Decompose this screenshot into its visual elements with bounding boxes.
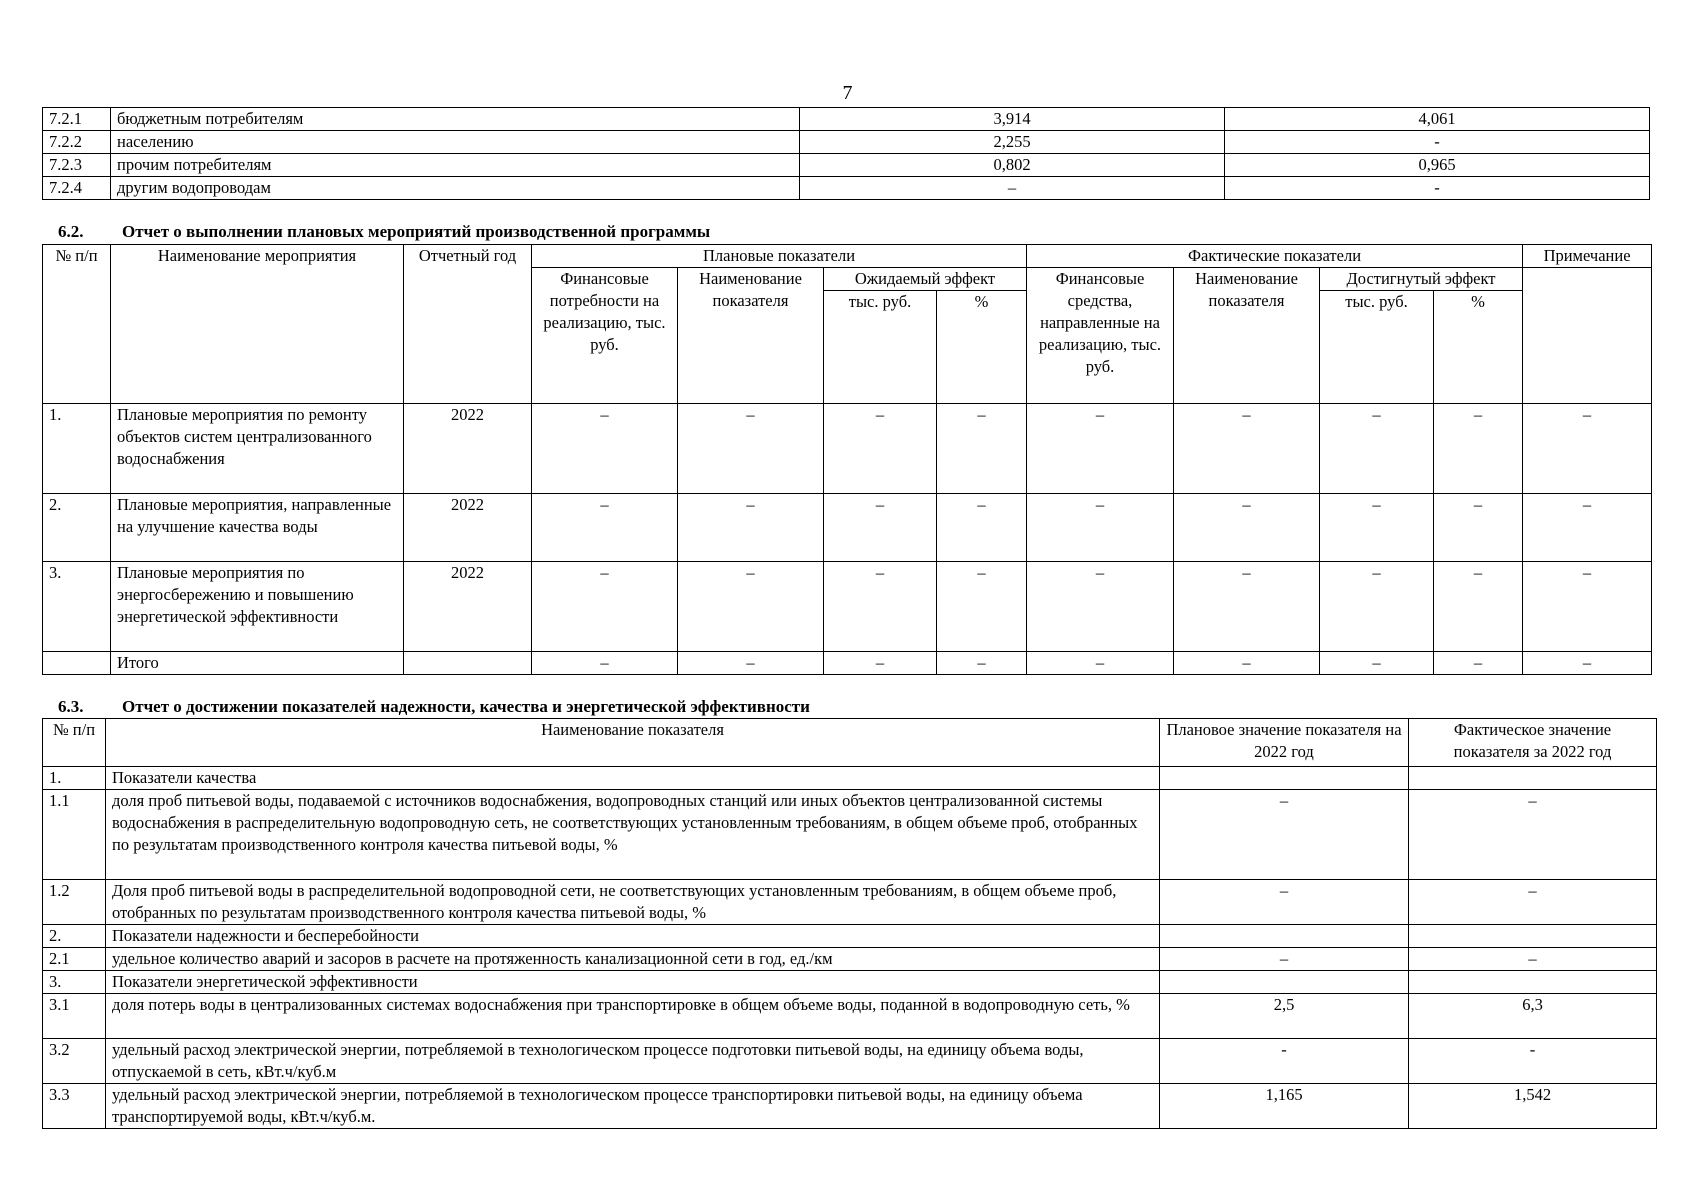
row-name: удельный расход электрической энергии, потребляемой в технологическом процессе транспортировки питьевой воды, на единицу объема транспортируемой воды, кВт.ч/куб.м. xyxy=(106,1084,1160,1129)
row-year: 2022 xyxy=(404,404,532,494)
cell: – xyxy=(678,562,824,652)
fact-value: – xyxy=(1409,790,1657,880)
header-indicator-name: Наименование показателя xyxy=(678,268,824,404)
header-planned: Плановые показатели xyxy=(532,245,1027,268)
row-number: 7.2.2 xyxy=(43,131,111,154)
header-achieved-effect: Достигнутый эффект xyxy=(1320,268,1523,291)
row-name: доля потерь воды в централизованных системах водоснабжения при транспортировке в общем объеме воды, поданной в водопроводную сеть, % xyxy=(106,994,1160,1039)
row-number: 7.2.3 xyxy=(43,154,111,177)
consumers-table xyxy=(42,107,1650,200)
row-name: Показатели качества xyxy=(106,767,1160,790)
cell: – xyxy=(532,404,678,494)
plan-value: – xyxy=(1160,790,1409,880)
planned-measures-table xyxy=(42,244,1652,675)
row-number: 2.1 xyxy=(43,948,106,971)
table-row xyxy=(43,1084,1657,1129)
section-heading: Отчет о достижении показателей надежности, качества и энергетической эффективности xyxy=(122,697,810,716)
header-percent-2: % xyxy=(1434,291,1523,404)
cell: – xyxy=(1434,652,1523,675)
row-number: 3. xyxy=(43,562,111,652)
plan-value: - xyxy=(1160,1039,1409,1084)
row-name: Плановые мероприятия по ремонту объектов систем централизованного водоснабжения xyxy=(111,404,404,494)
cell: – xyxy=(1174,404,1320,494)
plan-value: 2,5 xyxy=(1160,994,1409,1039)
row-name: Доля проб питьевой воды в распределительной водопроводной сети, не соответствующих установленным требованиям, в общем объеме проб, отобранных по результатам производственного контроля качества питьевой воды, % xyxy=(106,880,1160,925)
row-name: Плановые мероприятия, направленные на улучшение качества воды xyxy=(111,494,404,562)
row-number: 3.3 xyxy=(43,1084,106,1129)
row-year: 2022 xyxy=(404,494,532,562)
cell: – xyxy=(532,562,678,652)
table-row xyxy=(43,562,1652,652)
cell: – xyxy=(824,652,937,675)
fact-value xyxy=(1409,971,1657,994)
fact-value: 6,3 xyxy=(1409,994,1657,1039)
table-row xyxy=(43,925,1657,948)
row-name: Итого xyxy=(111,652,404,675)
cell: – xyxy=(532,494,678,562)
cell: – xyxy=(1434,562,1523,652)
header-thous-rub: тыс. руб. xyxy=(824,291,937,404)
header-fin-means: Финансовые средства, направленные на реализацию, тыс. руб. xyxy=(1027,268,1174,404)
header-indicator-name-2: Наименование показателя xyxy=(1174,268,1320,404)
value-1: 2,255 xyxy=(800,131,1225,154)
row-number xyxy=(43,652,111,675)
row-number: 2. xyxy=(43,925,106,948)
table-row xyxy=(43,494,1652,562)
section-number: 6.3. xyxy=(58,697,84,716)
fact-value: - xyxy=(1409,1039,1657,1084)
cell: – xyxy=(1434,404,1523,494)
row-year: 2022 xyxy=(404,562,532,652)
cell: – xyxy=(937,494,1027,562)
fact-value xyxy=(1409,767,1657,790)
header-fact: Фактическое значение показателя за 2022 год xyxy=(1409,719,1657,767)
table-row xyxy=(43,767,1657,790)
cell: – xyxy=(1320,562,1434,652)
plan-value xyxy=(1160,767,1409,790)
header-name: Наименование мероприятия xyxy=(111,245,404,404)
row-name: удельный расход электрической энергии, потребляемой в технологическом процессе подготовки питьевой воды, на единицу объема воды, отпускаемой в сеть, кВт.ч/куб.м xyxy=(106,1039,1160,1084)
table-row xyxy=(43,948,1657,971)
row-number: 1. xyxy=(43,767,106,790)
cell: – xyxy=(1027,404,1174,494)
page-number: 7 xyxy=(842,82,853,104)
header-num: № п/п xyxy=(43,719,106,767)
plan-value xyxy=(1160,925,1409,948)
fact-value: – xyxy=(1409,880,1657,925)
value-2: 4,061 xyxy=(1225,108,1650,131)
cell: – xyxy=(532,652,678,675)
row-name: бюджетным потребителям xyxy=(111,108,800,131)
value-2: 0,965 xyxy=(1225,154,1650,177)
cell: – xyxy=(824,404,937,494)
cell: – xyxy=(824,494,937,562)
section-number: 6.2. xyxy=(58,222,84,241)
row-name: населению xyxy=(111,131,800,154)
cell: – xyxy=(678,652,824,675)
cell: – xyxy=(937,562,1027,652)
cell: – xyxy=(1174,652,1320,675)
table-row xyxy=(43,177,1650,200)
cell: – xyxy=(1523,562,1652,652)
header-thous-rub-2: тыс. руб. xyxy=(1320,291,1434,404)
row-number: 2. xyxy=(43,494,111,562)
section-62-title xyxy=(58,222,710,242)
section-63-title xyxy=(58,697,810,717)
header-num: № п/п xyxy=(43,245,111,404)
cell: – xyxy=(1320,494,1434,562)
header-actual: Фактические показатели xyxy=(1027,245,1523,268)
cell: – xyxy=(1523,494,1652,562)
cell: – xyxy=(678,404,824,494)
row-year xyxy=(404,652,532,675)
cell: – xyxy=(937,404,1027,494)
cell: – xyxy=(937,652,1027,675)
header-year: Отчетный год xyxy=(404,245,532,404)
cell: – xyxy=(824,562,937,652)
row-name: Показатели энергетической эффективности xyxy=(106,971,1160,994)
row-name: другим водопроводам xyxy=(111,177,800,200)
header-note: Примечание xyxy=(1523,245,1652,268)
fact-value xyxy=(1409,925,1657,948)
value-2: - xyxy=(1225,177,1650,200)
cell: – xyxy=(1174,562,1320,652)
row-number: 1.2 xyxy=(43,880,106,925)
row-name: Плановые мероприятия по энергосбережению и повышению энергетической эффективности xyxy=(111,562,404,652)
cell: – xyxy=(1027,494,1174,562)
row-number: 3.1 xyxy=(43,994,106,1039)
plan-value: 1,165 xyxy=(1160,1084,1409,1129)
row-number: 7.2.4 xyxy=(43,177,111,200)
row-number: 1.1 xyxy=(43,790,106,880)
cell: – xyxy=(678,494,824,562)
header-percent: % xyxy=(937,291,1027,404)
table-row xyxy=(43,994,1657,1039)
cell: – xyxy=(1434,494,1523,562)
table-row xyxy=(43,880,1657,925)
row-name: Показатели надежности и бесперебойности xyxy=(106,925,1160,948)
row-number: 7.2.1 xyxy=(43,108,111,131)
cell: – xyxy=(1027,652,1174,675)
plan-value: – xyxy=(1160,880,1409,925)
header-name: Наименование показателя xyxy=(106,719,1160,767)
table-row xyxy=(43,971,1657,994)
row-number: 3.2 xyxy=(43,1039,106,1084)
cell: – xyxy=(1523,652,1652,675)
header-fin-needs: Финансовые потребности на реализацию, тыс. руб. xyxy=(532,268,678,404)
section-heading: Отчет о выполнении плановых мероприятий производственной программы xyxy=(122,222,711,241)
table-row xyxy=(43,131,1650,154)
plan-value: – xyxy=(1160,948,1409,971)
cell: – xyxy=(1027,562,1174,652)
header-plan: Плановое значение показателя на 2022 год xyxy=(1160,719,1409,767)
row-number: 3. xyxy=(43,971,106,994)
value-1: 3,914 xyxy=(800,108,1225,131)
row-name: доля проб питьевой воды, подаваемой с источников водоснабжения, водопроводных станций или иных объектов централизованной системы водоснабжения в распределительную водопроводную сеть, не соответствующих установленным требованиям, в общем объеме проб, отобранных по результатам производственного контроля качества питьевой воды, % xyxy=(106,790,1160,880)
cell: – xyxy=(1320,652,1434,675)
cell: – xyxy=(1523,404,1652,494)
cell: – xyxy=(1174,494,1320,562)
indicators-table xyxy=(42,718,1657,1129)
row-name: прочим потребителям xyxy=(111,154,800,177)
table-row xyxy=(43,154,1650,177)
cell: – xyxy=(1320,404,1434,494)
header-note-blank xyxy=(1523,268,1652,404)
table-row xyxy=(43,108,1650,131)
table-row xyxy=(43,404,1652,494)
row-number: 1. xyxy=(43,404,111,494)
value-1: – xyxy=(800,177,1225,200)
fact-value: – xyxy=(1409,948,1657,971)
value-2: - xyxy=(1225,131,1650,154)
fact-value: 1,542 xyxy=(1409,1084,1657,1129)
row-name: удельное количество аварий и засоров в расчете на протяженность канализационной сети в год, ед./км xyxy=(106,948,1160,971)
plan-value xyxy=(1160,971,1409,994)
table-row-total xyxy=(43,652,1652,675)
table-row xyxy=(43,1039,1657,1084)
header-expected-effect: Ожидаемый эффект xyxy=(824,268,1027,291)
table-row xyxy=(43,790,1657,880)
value-1: 0,802 xyxy=(800,154,1225,177)
